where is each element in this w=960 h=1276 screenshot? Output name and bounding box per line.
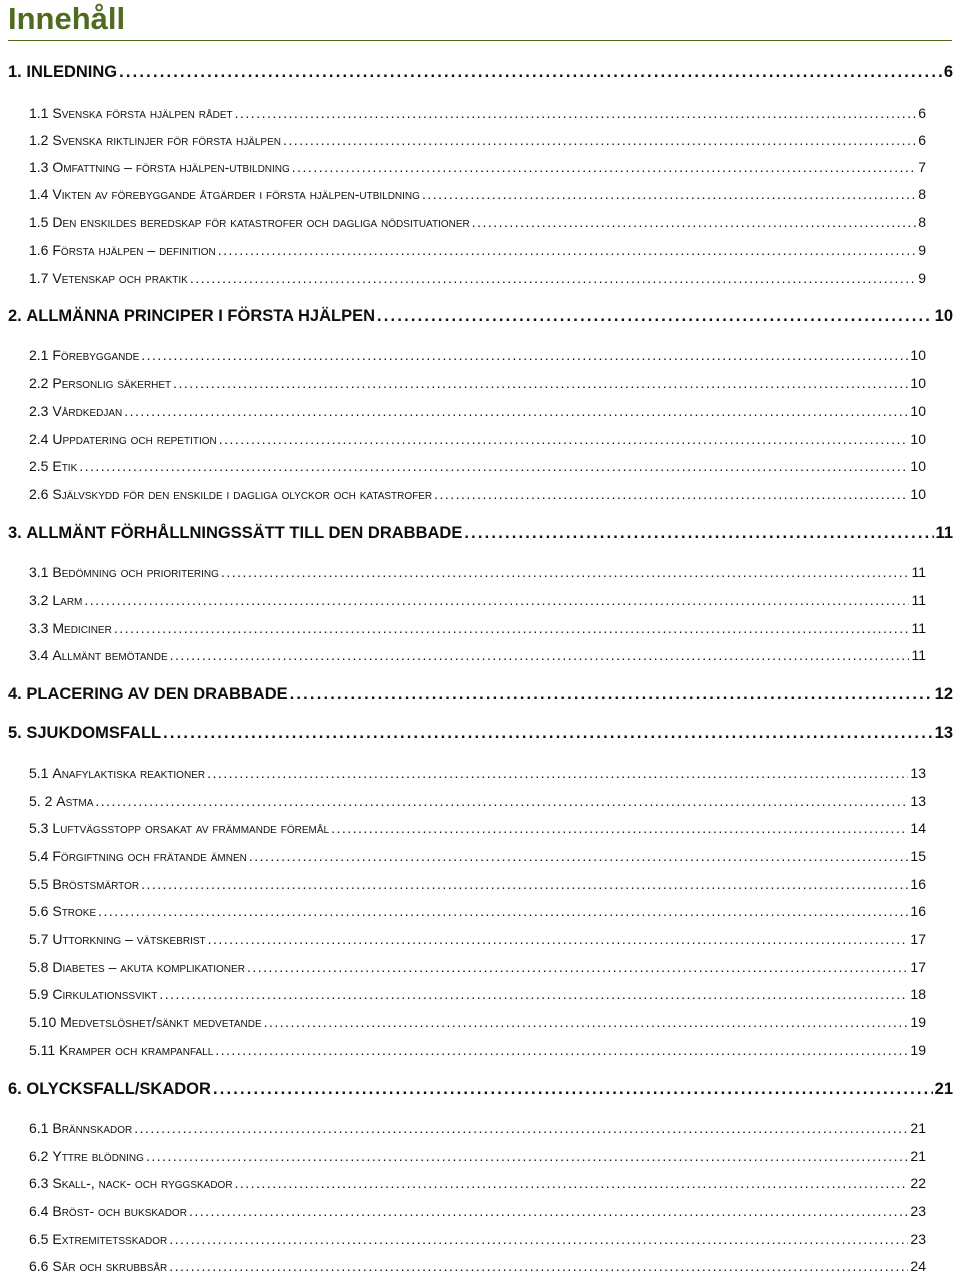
entry-label: Yttre blödning (52, 1148, 144, 1164)
dot-leader (235, 1173, 909, 1193)
entry-page-number: 10 (910, 375, 926, 391)
entry-page-number: 11 (911, 592, 926, 608)
entry-number: 6.4 (29, 1203, 49, 1219)
entry-label: Etik (52, 458, 78, 474)
entry-number: 2.5 (29, 458, 49, 474)
entry-number: 6.3 (29, 1175, 49, 1191)
dot-leader (124, 401, 908, 421)
entry-number: 6.1 (29, 1120, 49, 1136)
toc-chapter-entry[interactable] (8, 684, 953, 704)
dot-leader (173, 373, 908, 393)
entry-label: Sår och skrubbsår (52, 1258, 168, 1274)
entry-label: Extremitetsskador (52, 1231, 168, 1247)
entry-label: Vårdkedjan (52, 403, 123, 419)
dot-leader (215, 1040, 908, 1060)
entry-number: 2.4 (29, 431, 49, 447)
entry-number: 1. (8, 63, 22, 81)
toc-section-entry[interactable] (29, 818, 926, 838)
entry-label: PLACERING AV DEN DRABBADE (26, 685, 288, 703)
entry-page-number: 11 (911, 620, 926, 636)
entry-label: Skall-, nack- och ryggskador (52, 1175, 233, 1191)
entry-label: SJUKDOMSFALL (26, 724, 162, 742)
entry-label: Första hjälpen – definition (52, 242, 216, 258)
toc-section-entry[interactable] (29, 429, 926, 449)
entry-label: Mediciner (52, 620, 112, 636)
toc-chapter-entry[interactable] (8, 523, 953, 543)
entry-page-number: 18 (910, 986, 926, 1002)
entry-number: 1.5 (29, 214, 49, 230)
entry-label: Stroke (52, 903, 97, 919)
entry-page-number: 13 (910, 765, 926, 781)
toc-section-entry[interactable] (29, 1229, 926, 1249)
dot-leader (95, 791, 908, 811)
entry-number: 3.3 (29, 620, 49, 636)
entry-page-number: 23 (910, 1203, 926, 1219)
entry-number: 5.3 (29, 820, 49, 836)
toc-section-entry[interactable] (29, 401, 926, 421)
toc-section-entry[interactable] (29, 618, 926, 638)
toc-section-entry[interactable] (29, 901, 926, 921)
toc-section-entry[interactable] (29, 1040, 926, 1060)
dot-leader (169, 1256, 908, 1276)
entry-page-number: 10 (910, 458, 926, 474)
entry-label: Bröst- och bukskador (52, 1203, 187, 1219)
entry-page-number: 22 (910, 1175, 926, 1191)
toc-section-entry[interactable] (29, 929, 926, 949)
toc-section-entry[interactable] (29, 1118, 926, 1138)
toc-section-entry[interactable] (29, 1173, 926, 1193)
entry-page-number: 21 (910, 1148, 926, 1164)
toc-section-entry[interactable] (29, 157, 926, 177)
dot-leader (247, 957, 908, 977)
toc-section-entry[interactable] (29, 1146, 926, 1166)
dot-leader (422, 184, 916, 204)
toc-section-entry[interactable] (29, 957, 926, 977)
dot-leader (208, 929, 909, 949)
entry-label: Förgiftning och frätande ämnen (52, 848, 247, 864)
entry-number: 5. (8, 724, 22, 742)
entry-label: OLYCKSFALL/SKADOR (26, 1080, 211, 1098)
dot-leader (464, 523, 933, 543)
entry-page-number: 19 (910, 1014, 926, 1030)
entry-page-number: 6 (918, 132, 926, 148)
toc-section-entry[interactable] (29, 456, 926, 476)
entry-number: 2.6 (29, 486, 49, 502)
entry-number: 3.2 (29, 592, 49, 608)
dot-leader (283, 130, 916, 150)
entry-page-number: 13 (934, 724, 953, 742)
toc-chapter-entry[interactable] (8, 306, 953, 326)
entry-label: ALLMÄNNA PRINCIPER I FÖRSTA HJÄLPEN (26, 307, 376, 325)
entry-label: Självskydd för den enskilde i dagliga olyckor och katastrofer (52, 486, 433, 502)
dot-leader (134, 1118, 908, 1138)
dot-leader (249, 846, 909, 866)
toc-section-entry[interactable] (29, 240, 926, 260)
entry-number: 5.5 (29, 876, 49, 892)
entry-page-number: 10 (910, 403, 926, 419)
dot-leader (264, 1012, 909, 1032)
entry-number: 5. 2 (29, 793, 53, 809)
entry-page-number: 10 (910, 347, 926, 363)
dot-leader (114, 618, 910, 638)
entry-number: 5.1 (29, 765, 49, 781)
entry-page-number: 10 (934, 307, 953, 325)
dot-leader (331, 818, 908, 838)
toc-section-entry[interactable] (29, 345, 926, 365)
entry-number: 6.5 (29, 1231, 49, 1247)
toc-section-entry[interactable] (29, 846, 926, 866)
entry-number: 6.2 (29, 1148, 49, 1164)
title-underline (8, 40, 952, 41)
entry-page-number: 12 (934, 685, 953, 703)
entry-label: Anafylaktiska reaktioner (52, 765, 206, 781)
dot-leader (163, 723, 933, 743)
entry-number: 2.3 (29, 403, 49, 419)
entry-page-number: 9 (918, 242, 926, 258)
dot-leader (235, 103, 917, 123)
entry-label: Bröstsmärtor (52, 876, 140, 892)
entry-page-number: 11 (911, 564, 926, 580)
entry-page-number: 6 (918, 105, 926, 121)
entry-page-number: 8 (918, 186, 926, 202)
dot-leader (84, 590, 909, 610)
entry-label: Den enskildes beredskap för katastrofer och dagliga nödsituationer (52, 214, 470, 230)
entry-page-number: 7 (918, 159, 926, 175)
entry-number: 4. (8, 685, 22, 703)
entry-label: Vetenskap och praktik (52, 270, 188, 286)
toc-section-entry[interactable] (29, 130, 926, 150)
toc-section-entry[interactable] (29, 1012, 926, 1032)
entry-number: 3.1 (29, 564, 49, 580)
entry-number: 5.4 (29, 848, 49, 864)
toc-chapter-entry[interactable] (8, 62, 953, 82)
dot-leader (189, 1201, 908, 1221)
toc-section-entry[interactable] (29, 373, 926, 393)
entry-page-number: 17 (910, 959, 926, 975)
dot-leader (79, 456, 908, 476)
dot-leader (207, 763, 908, 783)
dot-leader (141, 874, 908, 894)
page-title: Innehåll (8, 1, 126, 36)
dot-leader (434, 484, 908, 504)
entry-page-number: 23 (910, 1231, 926, 1247)
entry-number: 5.8 (29, 959, 49, 975)
entry-page-number: 17 (910, 931, 926, 947)
dot-leader (146, 1146, 908, 1166)
dot-leader (221, 562, 910, 582)
toc-section-entry[interactable] (29, 590, 926, 610)
toc-section-entry[interactable] (29, 1256, 926, 1276)
dot-leader (292, 157, 916, 177)
entry-label: Vikten av förebyggande åtgärder i första hjälpen-utbildning (52, 186, 420, 202)
entry-label: Larm (52, 592, 83, 608)
entry-number: 6.6 (29, 1258, 49, 1274)
entry-label: ALLMÄNT FÖRHÅLLNINGSSÄTT TILL DEN DRABBADE (26, 524, 463, 542)
toc-section-entry[interactable] (29, 212, 926, 232)
toc-section-entry[interactable] (29, 562, 926, 582)
entry-number: 5.10 (29, 1014, 57, 1030)
toc-section-entry[interactable] (29, 1201, 926, 1221)
dot-leader (159, 984, 908, 1004)
entry-number: 1.4 (29, 186, 49, 202)
entry-number: 5.9 (29, 986, 49, 1002)
entry-number: 1.2 (29, 132, 49, 148)
entry-label: Omfattning – första hjälpen-utbildning (52, 159, 290, 175)
entry-number: 1.7 (29, 270, 49, 286)
entry-label: Bedömning och prioritering (52, 564, 219, 580)
dot-leader (141, 345, 908, 365)
entry-page-number: 11 (911, 647, 926, 663)
entry-label: Astma (56, 793, 94, 809)
entry-page-number: 10 (910, 486, 926, 502)
entry-number: 1.6 (29, 242, 49, 258)
dot-leader (169, 1229, 908, 1249)
entry-label: Svenska riktlinjer för första hjälpen (52, 132, 281, 148)
entry-page-number: 16 (910, 876, 926, 892)
entry-number: 3.4 (29, 647, 49, 663)
toc-section-entry[interactable] (29, 184, 926, 204)
entry-number: 5.6 (29, 903, 49, 919)
dot-leader (377, 306, 933, 326)
entry-label: Luftvägsstopp orsakat av främmande föremål (52, 820, 330, 836)
entry-page-number: 19 (910, 1042, 926, 1058)
entry-page-number: 24 (910, 1258, 926, 1274)
toc-section-entry[interactable] (29, 103, 926, 123)
dot-leader (170, 645, 910, 665)
entry-page-number: 16 (910, 903, 926, 919)
toc-section-entry[interactable] (29, 791, 926, 811)
entry-page-number: 9 (918, 270, 926, 286)
entry-page-number: 21 (910, 1120, 926, 1136)
dot-leader (213, 1079, 933, 1099)
entry-number: 1.1 (29, 105, 49, 121)
dot-leader (98, 901, 908, 921)
entry-page-number: 8 (918, 214, 926, 230)
entry-number: 2.1 (29, 347, 49, 363)
dot-leader (219, 429, 909, 449)
entry-number: 3. (8, 524, 22, 542)
entry-label: Kramper och krampanfall (59, 1042, 214, 1058)
entry-page-number: 6 (943, 63, 953, 81)
dot-leader (119, 62, 942, 82)
dot-leader (218, 240, 916, 260)
entry-page-number: 11 (935, 524, 953, 542)
entry-label: Cirkulationssvikt (52, 986, 158, 1002)
toc-section-entry[interactable] (29, 268, 926, 288)
entry-label: Medvetslöshet/sänkt medvetande (60, 1014, 262, 1030)
toc-chapter-entry[interactable] (8, 1079, 953, 1099)
entry-number: 2.2 (29, 375, 49, 391)
toc-section-entry[interactable] (29, 484, 926, 504)
entry-number: 1.3 (29, 159, 49, 175)
toc-section-entry[interactable] (29, 763, 926, 783)
entry-number: 5.7 (29, 931, 49, 947)
toc-section-entry[interactable] (29, 645, 926, 665)
entry-label: Förebyggande (52, 347, 140, 363)
entry-page-number: 13 (910, 793, 926, 809)
entry-number: 6. (8, 1080, 22, 1098)
entry-label: INLEDNING (26, 63, 118, 81)
entry-label: Allmänt bemötande (52, 647, 168, 663)
entry-number: 2. (8, 307, 22, 325)
toc-section-entry[interactable] (29, 874, 926, 894)
dot-leader (472, 212, 916, 232)
entry-page-number: 10 (910, 431, 926, 447)
entry-label: Uttorkning – vätskebrist (52, 931, 206, 947)
entry-page-number: 15 (910, 848, 926, 864)
dot-leader (190, 268, 916, 288)
toc-chapter-entry[interactable] (8, 723, 953, 743)
entry-label: Uppdatering och repetition (52, 431, 217, 447)
entry-page-number: 21 (934, 1080, 953, 1098)
entry-number: 5.11 (29, 1042, 56, 1058)
entry-label: Brännskador (52, 1120, 133, 1136)
entry-page-number: 14 (910, 820, 926, 836)
dot-leader (290, 684, 933, 704)
entry-label: Personlig säkerhet (52, 375, 172, 391)
toc-section-entry[interactable] (29, 984, 926, 1004)
entry-label: Diabetes – akuta komplikationer (52, 959, 245, 975)
entry-label: Svenska första hjälpen rådet (52, 105, 233, 121)
